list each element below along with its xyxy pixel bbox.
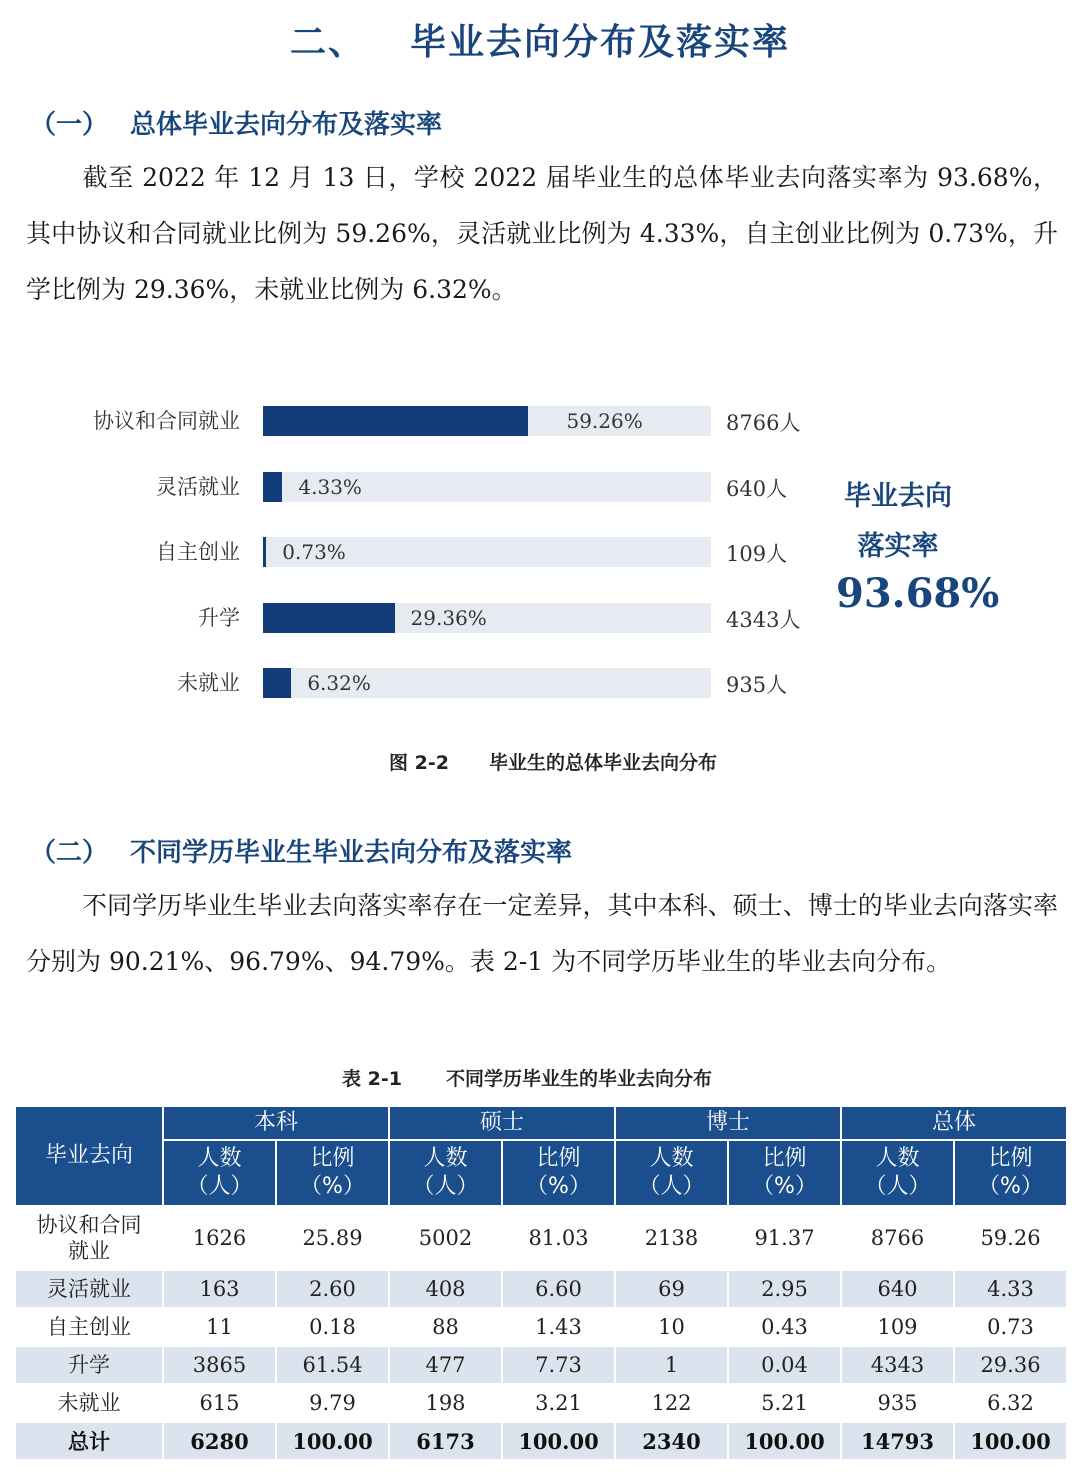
- total-label: 总计: [15, 1422, 163, 1460]
- row-name-line1: 未就业: [57, 1391, 121, 1415]
- table-cell: 3865: [163, 1346, 276, 1384]
- figure-caption: [389, 748, 717, 775]
- table-cell: 5.21: [728, 1384, 841, 1422]
- table-cell: 1626: [163, 1206, 276, 1270]
- count-header: [163, 1140, 276, 1206]
- ratio-header-line1: 比例: [988, 1146, 1033, 1171]
- paragraph-2: [26, 878, 1058, 990]
- table-cell: 59.26: [954, 1206, 1067, 1270]
- bar-value-label: 6.32%: [307, 671, 371, 695]
- table-cell: 640: [841, 1270, 954, 1308]
- total-cell: 100.00: [728, 1422, 841, 1460]
- row-name: [15, 1270, 163, 1308]
- subsection-title-text-2: 不同学历毕业生毕业去向分布及落实率: [130, 838, 573, 868]
- table-cell: 163: [163, 1270, 276, 1308]
- count-header: [615, 1140, 728, 1206]
- table-cell: 6.60: [502, 1270, 615, 1308]
- table-cell: 10: [615, 1308, 728, 1346]
- subsection-number-1: （一）: [30, 110, 109, 140]
- paragraph-1-text: 截至 2022 年 12 月 13 日，学校 2022 届毕业生的总体毕业去向落实率为 93.68%，其中协议和合同就业比例为 59.26%，灵活就业比例为 4.33%，自主创业比例为 0.73%，升学比例为 29.36%，未就业比例为 6.32%。: [26, 163, 1058, 304]
- bar-count-label: 640人: [726, 477, 788, 501]
- table-cell: 4343: [841, 1346, 954, 1384]
- figure-caption-number: 图 2-2: [389, 752, 449, 774]
- ratio-header-line1: 比例: [310, 1146, 355, 1171]
- group-header-master: 硕士: [389, 1106, 615, 1140]
- table-cell: 2.60: [276, 1270, 389, 1308]
- total-cell: 14793: [841, 1422, 954, 1460]
- table-row: [15, 1346, 1067, 1384]
- row-name-line1: 协议和合同: [36, 1213, 142, 1237]
- bar-track: [263, 603, 711, 633]
- total-cell: 100.00: [502, 1422, 615, 1460]
- bar-category-label: 自主创业: [156, 540, 240, 564]
- section-number: 二、: [289, 22, 366, 63]
- row-name: [15, 1346, 163, 1384]
- bar-count-label: 935人: [726, 673, 788, 697]
- total-cell: 100.00: [954, 1422, 1067, 1460]
- count-header-line2: （人）: [864, 1174, 931, 1199]
- bar-fill: [263, 603, 395, 633]
- bar-count-label: 109人: [726, 542, 788, 566]
- table-cell: 6.32: [954, 1384, 1067, 1422]
- table-cell: 0.18: [276, 1308, 389, 1346]
- bar-track: [263, 406, 711, 436]
- group-header-undergrad: 本科: [163, 1106, 389, 1140]
- count-header-line2: （人）: [638, 1174, 705, 1199]
- ratio-header: [502, 1140, 615, 1206]
- ratio-header: [276, 1140, 389, 1206]
- subsection-title-text-1: 总体毕业去向分布及落实率: [130, 110, 443, 140]
- table-cell: 88: [389, 1308, 502, 1346]
- table-cell: 29.36: [954, 1346, 1067, 1384]
- table-cell: 0.73: [954, 1308, 1067, 1346]
- count-header-line2: （人）: [186, 1174, 253, 1199]
- row-name: [15, 1308, 163, 1346]
- subsection-title-2: [30, 832, 572, 869]
- table-row: [15, 1308, 1067, 1346]
- bar-category-label: 灵活就业: [156, 475, 240, 499]
- ratio-header-line1: 比例: [536, 1146, 581, 1171]
- table-cell: 0.04: [728, 1346, 841, 1384]
- table-row: [15, 1206, 1067, 1270]
- total-cell: 6280: [163, 1422, 276, 1460]
- total-cell: 100.00: [276, 1422, 389, 1460]
- row-name-line1: 自主创业: [47, 1315, 131, 1339]
- table-cell: 198: [389, 1384, 502, 1422]
- bar-count-label: 8766人: [726, 411, 801, 435]
- bar-category-label: 未就业: [177, 671, 240, 695]
- count-header-line1: 人数: [197, 1146, 242, 1171]
- bar-value-label: 29.36%: [410, 606, 487, 630]
- table-cell: 1.43: [502, 1308, 615, 1346]
- table-cell: 7.73: [502, 1346, 615, 1384]
- row-name: [15, 1384, 163, 1422]
- bar-fill: [263, 406, 528, 436]
- total-cell: 2340: [615, 1422, 728, 1460]
- table-cell: 1: [615, 1346, 728, 1384]
- table-cell: 91.37: [728, 1206, 841, 1270]
- group-header-total: 总体: [841, 1106, 1067, 1140]
- subsection-number-2: （二）: [30, 838, 109, 868]
- ratio-header-line2: （%）: [752, 1174, 817, 1199]
- ratio-header-line2: （%）: [526, 1174, 591, 1199]
- table-cell: 477: [389, 1346, 502, 1384]
- ratio-header-line2: （%）: [300, 1174, 365, 1199]
- bar-fill: [263, 537, 266, 567]
- table-cell: 25.89: [276, 1206, 389, 1270]
- row-name-line2: 就业: [68, 1239, 110, 1263]
- table-cell: 9.79: [276, 1384, 389, 1422]
- group-header-doctor: 博士: [615, 1106, 841, 1140]
- row-name-line1: 灵活就业: [47, 1277, 131, 1301]
- bar-count-label: 4343人: [726, 608, 801, 632]
- section-title-text: 毕业去向分布及落实率: [410, 22, 791, 63]
- table-cell: 935: [841, 1384, 954, 1422]
- table-row: [15, 1384, 1067, 1422]
- table-cell: 11: [163, 1308, 276, 1346]
- table-cell: 2138: [615, 1206, 728, 1270]
- table-caption: [342, 1064, 712, 1091]
- distribution-table: [14, 1105, 1068, 1461]
- table-cell: 81.03: [502, 1206, 615, 1270]
- count-header-line1: 人数: [875, 1146, 920, 1171]
- table-cell: 615: [163, 1384, 276, 1422]
- bar-value-label: 4.33%: [298, 475, 362, 499]
- bar-category-label: 协议和合同就业: [93, 409, 240, 433]
- table-cell: 122: [615, 1384, 728, 1422]
- total-cell: 6173: [389, 1422, 502, 1460]
- figure-caption-title: 毕业生的总体毕业去向分布: [488, 752, 717, 774]
- table-caption-number: 表 2-1: [342, 1068, 402, 1090]
- rate-label-line1: 毕业去向: [844, 481, 952, 512]
- bar-category-label: 升学: [198, 606, 240, 630]
- count-header: [841, 1140, 954, 1206]
- table-cell: 5002: [389, 1206, 502, 1270]
- table-cell: 3.21: [502, 1384, 615, 1422]
- count-header-line1: 人数: [423, 1146, 468, 1171]
- count-header-line2: （人）: [412, 1174, 479, 1199]
- paragraph-2-text: 不同学历毕业生毕业去向落实率存在一定差异，其中本科、硕士、博士的毕业去向落实率分别为 90.21%、96.79%、94.79%。表 2-1 为不同学历毕业生的毕业去向分布。: [26, 891, 1058, 976]
- bar-value-label: 59.26%: [566, 409, 643, 433]
- table-cell: 0.43: [728, 1308, 841, 1346]
- ratio-header: [954, 1140, 1067, 1206]
- table-cell: 2.95: [728, 1270, 841, 1308]
- table-cell: 8766: [841, 1206, 954, 1270]
- table-cell: 4.33: [954, 1270, 1067, 1308]
- total-row: [15, 1422, 1067, 1460]
- table-caption-title: 不同学历毕业生的毕业去向分布: [445, 1068, 712, 1090]
- rate-value: 93.68%: [836, 570, 1000, 617]
- table-cell: 408: [389, 1270, 502, 1308]
- table-cell: 109: [841, 1308, 954, 1346]
- ratio-header-line1: 比例: [762, 1146, 807, 1171]
- table-cell: 69: [615, 1270, 728, 1308]
- ratio-header: [728, 1140, 841, 1206]
- row-name: [15, 1206, 163, 1270]
- ratio-header-line2: （%）: [978, 1174, 1043, 1199]
- rate-label-line2: 落实率: [857, 531, 939, 562]
- row-name-line1: 升学: [68, 1353, 110, 1377]
- table-row-header: 毕业去向: [15, 1106, 163, 1206]
- bar-value-label: 0.73%: [282, 540, 346, 564]
- table-row: [15, 1270, 1067, 1308]
- count-header-line1: 人数: [649, 1146, 694, 1171]
- bar-fill: [263, 472, 282, 502]
- count-header: [389, 1140, 502, 1206]
- bar-fill: [263, 668, 291, 698]
- table-cell: 61.54: [276, 1346, 389, 1384]
